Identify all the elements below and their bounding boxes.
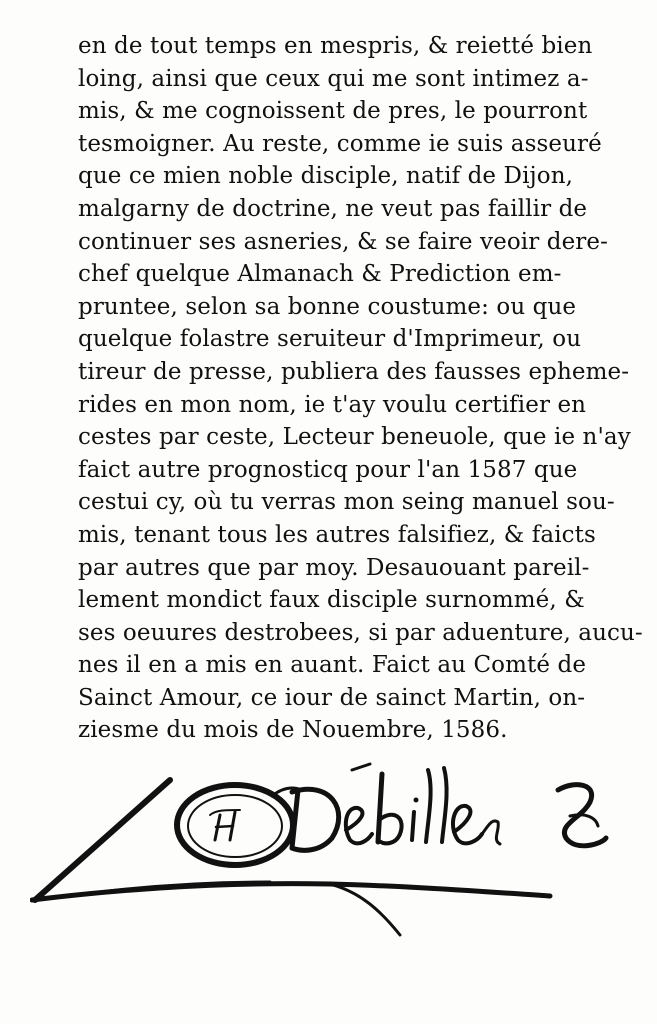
handwritten-signature bbox=[30, 760, 630, 980]
text-line: chef quelque Almanach & Prediction em- bbox=[78, 261, 562, 288]
text-line: Sainct Amour, ce iour de sainct Martin, on- bbox=[78, 684, 586, 711]
text-line: pruntee, selon sa bonne coustume: ou que bbox=[78, 293, 577, 320]
text-line: faict autre prognosticq pour l'an 1587 que bbox=[78, 456, 578, 483]
text-line: mis, & me cognoissent de pres, le pourront bbox=[78, 98, 588, 125]
signature-drawing bbox=[30, 760, 630, 980]
text-line: quelque folastre seruiteur d'Imprimeur, ou bbox=[78, 326, 582, 353]
text-line: loing, ainsi que ceux qui me sont intimez a- bbox=[78, 65, 589, 92]
text-line: nes il en a mis en auant. Faict au Comté de bbox=[78, 652, 587, 679]
text-line: cestui cy, où tu verras mon seing manuel sou- bbox=[78, 489, 615, 516]
text-line: par autres que par moy. Desauouant pareil- bbox=[78, 554, 590, 581]
text-line: malgarny de doctrine, ne veut pas faillir de bbox=[78, 195, 588, 222]
text-line: continuer ses asneries, & se faire veoir dere- bbox=[78, 228, 608, 255]
text-line: tesmoigner. Au reste, comme ie suis asseuré bbox=[78, 130, 602, 157]
text-line: cestes par ceste, Lecteur beneuole, que ie n'ay bbox=[78, 424, 631, 451]
text-line: tireur de presse, publiera des fausses epheme- bbox=[78, 358, 630, 385]
text-line: que ce mien noble disciple, natif de Dijon, bbox=[78, 163, 574, 190]
text-line-date: ziesme du mois de Nouembre, 1586. bbox=[78, 717, 508, 744]
text-line: lement mondict faux disciple surnommé, & bbox=[78, 587, 585, 614]
body-text bbox=[78, 30, 643, 747]
text-line: mis, tenant tous les autres falsifiez, & faicts bbox=[78, 521, 596, 548]
text-line: rides en mon nom, ie t'ay voulu certifier en bbox=[78, 391, 587, 418]
text-line: en de tout temps en mespris, & reietté bien bbox=[78, 33, 593, 59]
text-line: ses oeuures destrobees, si par aduenture, aucu- bbox=[78, 619, 643, 646]
